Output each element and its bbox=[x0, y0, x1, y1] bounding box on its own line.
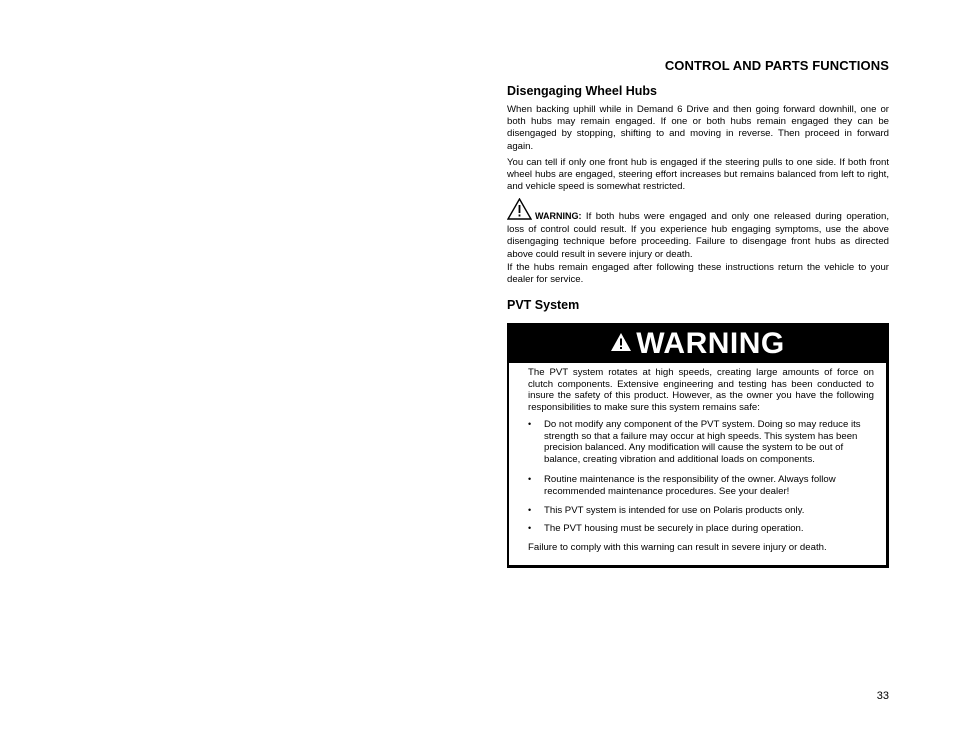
hubs-paragraph-1: When backing uphill while in Demand 6 Drive and then going forward downhill, one or both hubs may remain engaged. If one or both hubs remain engaged they can be disengaged by stopping, shifting to and moving in reverse. Then proceed in forward again. bbox=[507, 104, 889, 152]
pvt-bullet-text: Routine maintenance is the responsibility of the owner. Always follow recommended maintenance procedures. See your dealer! bbox=[544, 474, 836, 497]
pvt-heading: PVT System bbox=[507, 298, 580, 312]
section-title: CONTROL AND PARTS FUNCTIONS bbox=[664, 58, 889, 73]
pvt-warning-title: WARNING bbox=[636, 327, 785, 360]
hubs-warning-paragraph bbox=[507, 198, 889, 261]
pvt-warning-body bbox=[528, 367, 874, 554]
pvt-warning-intro: The PVT system rotates at high speeds, creating large amounts of force on clutch components. Extensive engineering and testing has been conducted to insure the safety of this product. However, as the owner you have the following responsibilities to make sure this system remains safe: bbox=[528, 367, 874, 413]
pvt-warning-footer: Failure to comply with this warning can result in severe injury or death. bbox=[528, 542, 827, 553]
bullet-icon: • bbox=[528, 522, 532, 533]
pvt-bullet-text: This PVT system is intended for use on Polaris products only. bbox=[544, 505, 805, 516]
pvt-warning-header bbox=[509, 325, 886, 363]
pvt-bullet-item bbox=[528, 523, 874, 535]
hubs-heading: Disengaging Wheel Hubs bbox=[507, 84, 658, 98]
bullet-icon: • bbox=[528, 474, 532, 484]
pvt-warning-box bbox=[507, 323, 889, 568]
warning-triangle-icon bbox=[507, 198, 532, 224]
hubs-paragraph-2: You can tell if only one front hub is engaged if the steering pulls to one side. If both front wheel hubs are engaged, steering effort increases but remains balanced from left to right, and vehicle speed is somewhat restricted. bbox=[507, 157, 889, 193]
hubs-paragraph-3: If the hubs remain engaged after following these instructions return the vehicle to your dealer for service. bbox=[507, 262, 889, 286]
hubs-warning-text: If both hubs were engaged and only one released during operation, loss of control could result. If you experience hub engaging symptoms, use the above disengaging technique before proceeding. Failure to disengage front hubs as directed above could result in severe injury or death. bbox=[507, 211, 889, 260]
pvt-bullet-item bbox=[528, 474, 874, 497]
pvt-bullet-text: Do not modify any component of the PVT system. Doing so may reduce its strength so that a failure may occur at high speeds. This system has been precision balanced. Any modification will cause the system to be out of balance, creating vibration and additional loads on components. bbox=[544, 419, 861, 465]
bullet-icon: • bbox=[528, 505, 532, 515]
page-number: 33 bbox=[876, 690, 889, 702]
pvt-bullet-item bbox=[528, 419, 874, 465]
pvt-bullet-text: The PVT housing must be securely in place during operation. bbox=[544, 522, 804, 534]
hubs-warning-label: WARNING: bbox=[535, 211, 582, 221]
bullet-icon: • bbox=[528, 419, 532, 429]
pvt-bullet-item bbox=[528, 505, 874, 517]
warning-triangle-icon bbox=[610, 332, 632, 357]
